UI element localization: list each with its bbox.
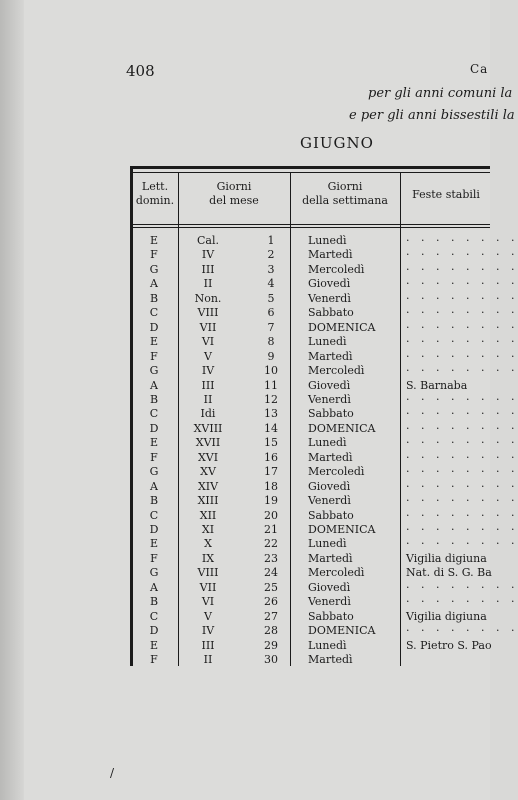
table-row [130, 580, 518, 596]
page-number: 408 [126, 62, 155, 80]
feast: · · · · · · · · [406, 436, 518, 450]
weekday: Mercoledì [308, 262, 365, 276]
feast: · · · · · · · · [406, 494, 518, 508]
table-row [130, 610, 490, 625]
dominical-letter: B [149, 291, 159, 305]
roman-date: VI [201, 335, 215, 349]
table-row [130, 306, 518, 321]
day-number: 30 [264, 653, 278, 667]
roman-date: Idi [200, 407, 216, 421]
running-head: Ca [470, 62, 489, 76]
roman-date: VIII [197, 306, 219, 320]
day-number: 9 [267, 349, 275, 363]
feast: · · · · · · · · [406, 291, 518, 305]
feast: S. Pietro S. Pao [406, 638, 492, 652]
roman-date: III [201, 638, 215, 652]
dominical-letter: G [149, 566, 159, 580]
weekday: Sabbato [308, 407, 354, 421]
roman-date: XIV [197, 479, 219, 493]
roman-date: VII [199, 320, 217, 334]
weekday: Mercoledì [308, 465, 365, 479]
weekday: Giovedì [308, 277, 351, 291]
weekday: Lunedì [308, 638, 347, 652]
roman-date: IV [201, 248, 215, 262]
roman-date: IV [201, 624, 215, 638]
day-number: 29 [264, 638, 278, 652]
roman-date: XV [200, 465, 216, 479]
weekday: Lunedì [308, 537, 347, 551]
day-number: 26 [264, 595, 278, 609]
roman-date: II [203, 277, 213, 291]
day-number: 20 [264, 508, 278, 522]
roman-date: VI [201, 595, 215, 609]
day-number: 22 [264, 537, 278, 551]
roman-date: IX [201, 551, 215, 565]
header-rule-thin [130, 227, 490, 228]
weekday: Venerdì [308, 595, 351, 609]
weekday: DOMENICA [308, 421, 376, 435]
day-number: 2 [267, 248, 275, 262]
day-number: 18 [264, 479, 278, 493]
day-number: 7 [267, 320, 275, 334]
day-number: 3 [267, 262, 275, 276]
day-number: 10 [264, 364, 278, 378]
table-row [130, 566, 490, 581]
table-row [130, 523, 518, 538]
table-row [130, 277, 518, 292]
weekday: Lunedì [308, 436, 347, 450]
dominical-letter: E [149, 537, 159, 551]
roman-date: III [201, 262, 215, 276]
dominical-letter: G [149, 465, 159, 479]
feast: S. Barnaba [406, 378, 468, 392]
day-number: 25 [264, 580, 278, 594]
roman-date: Non. [194, 291, 222, 305]
weekday: Mercoledì [308, 364, 365, 378]
header-weekday: Giorni della settimana [302, 180, 388, 207]
table-row [130, 639, 490, 654]
table-row [130, 436, 518, 451]
weekday: Martedì [308, 248, 353, 262]
weekday: Giovedì [308, 479, 351, 493]
header-day-of-month: Giorni del mese [209, 180, 259, 207]
weekday: DOMENICA [308, 320, 376, 334]
dominical-letter: E [149, 335, 159, 349]
weekday: Lunedì [308, 335, 347, 349]
table-top-rule-thin [130, 172, 490, 173]
dominical-letter: A [150, 479, 158, 493]
day-number: 27 [264, 609, 278, 623]
table-row [130, 234, 518, 249]
feast: · · · · · · · · [406, 349, 518, 363]
header-feasts: Feste stabili [412, 188, 480, 201]
table-row [130, 624, 518, 639]
table-top-rule [130, 166, 490, 169]
day-number: 23 [264, 551, 278, 565]
roman-date: XI [201, 523, 215, 536]
weekday: Lunedì [308, 234, 347, 247]
weekday: Venerdì [308, 494, 351, 508]
page-gutter-shadow [0, 0, 24, 800]
dominical-letter: C [149, 609, 159, 623]
feast: · · · · · · · · [406, 392, 518, 406]
roman-date: XVIII [193, 421, 223, 435]
day-number: 1 [267, 234, 275, 247]
day-number: 24 [264, 566, 278, 580]
weekday: Giovedì [308, 580, 351, 594]
feast: · · · · · · · · [406, 306, 518, 320]
dominical-letter: G [149, 364, 159, 378]
dominical-letter: A [150, 580, 158, 594]
table-row [130, 595, 518, 610]
dominical-letter: E [149, 638, 159, 652]
table-row [130, 262, 518, 278]
weekday: Martedì [308, 450, 353, 464]
feast: · · · · · · · · [406, 277, 518, 291]
roman-date: II [203, 653, 213, 667]
table-row [130, 364, 518, 379]
dominical-letter: C [149, 508, 159, 522]
roman-date: V [204, 349, 212, 363]
dominical-letter: E [149, 436, 159, 450]
roman-date: XIII [197, 494, 219, 508]
roman-date: III [201, 378, 215, 392]
day-number: 28 [264, 624, 278, 638]
feast: · · · · · · · · [406, 479, 518, 493]
table-row [130, 407, 518, 422]
day-number: 8 [267, 335, 275, 349]
day-number: 5 [267, 291, 275, 305]
table-row [130, 335, 518, 350]
feast: · · · · · · · · [406, 421, 518, 435]
feast: · · · · · · · · [406, 595, 518, 609]
table-row [130, 479, 518, 495]
weekday: Venerdì [308, 291, 351, 305]
dominical-letter: D [149, 624, 159, 638]
feast: · · · · · · · · [406, 450, 518, 464]
day-number: 19 [264, 494, 278, 508]
weekday: DOMENICA [308, 624, 376, 638]
weekday: DOMENICA [308, 523, 376, 536]
subtitle-line-2: e per gli anni bissestili la [349, 108, 515, 123]
weekday: Venerdì [308, 392, 351, 406]
roman-date: X [204, 537, 212, 551]
dominical-letter: F [150, 349, 158, 363]
calendar-table [130, 166, 518, 667]
roman-date: V [204, 609, 212, 623]
feast: Nat. di S. G. Ba [406, 566, 492, 580]
day-number: 4 [267, 277, 275, 291]
roman-date: XVII [195, 436, 221, 450]
feast: · · · · · · · · [406, 508, 518, 522]
day-number: 17 [264, 465, 278, 479]
weekday: Sabbato [308, 609, 354, 623]
day-number: 15 [264, 436, 278, 450]
dominical-letter: F [150, 450, 158, 464]
dominical-letter: E [149, 234, 159, 247]
table-row [130, 465, 518, 480]
margin-mark: / [110, 766, 115, 780]
feast: · · · · · · · · [406, 234, 518, 247]
feast: · · · · · · · · [406, 537, 518, 551]
day-number: 13 [264, 407, 278, 421]
dominical-letter: F [150, 551, 158, 565]
table-row [130, 537, 518, 552]
feast: · · · · · · · · [406, 580, 518, 594]
dominical-letter: F [150, 653, 158, 667]
feast: · · · · · · · · [406, 248, 518, 262]
weekday: Martedì [308, 653, 353, 667]
weekday: Sabbato [308, 306, 354, 320]
roman-date: XII [199, 508, 217, 522]
day-number: 16 [264, 450, 278, 464]
table-row [130, 421, 518, 437]
day-number: 14 [264, 421, 278, 435]
roman-date: Cal. [197, 234, 219, 247]
dominical-letter: A [150, 378, 158, 392]
dominical-letter: B [149, 595, 159, 609]
dominical-letter: D [149, 421, 159, 435]
dominical-letter: G [149, 262, 159, 276]
day-number: 11 [264, 378, 278, 392]
table-row [130, 349, 518, 365]
table-row [130, 291, 518, 307]
roman-date: VIII [197, 566, 219, 580]
table-row [130, 248, 518, 263]
weekday: Giovedì [308, 378, 351, 392]
feast: · · · · · · · · [406, 523, 518, 536]
feast: Vigilia digiuna [406, 551, 487, 565]
table-row [130, 494, 518, 509]
day-number: 21 [264, 523, 278, 536]
feast: · · · · · · · · [406, 335, 518, 349]
feast: · · · · · · · · [406, 407, 518, 421]
day-number: 6 [267, 306, 275, 320]
table-row [130, 379, 490, 394]
dominical-letter: A [150, 277, 158, 291]
feast: · · · · · · · · [406, 624, 518, 638]
table-row [130, 320, 518, 336]
roman-date: II [203, 392, 213, 406]
weekday: Martedì [308, 349, 353, 363]
table-row [130, 392, 518, 408]
dominical-letter: B [149, 494, 159, 508]
weekday: Sabbato [308, 508, 354, 522]
dominical-letter: D [149, 523, 159, 536]
subtitle-line-1: per gli anni comuni la [368, 86, 513, 101]
dominical-letter: C [149, 407, 159, 421]
month-title: GIUGNO [300, 134, 374, 152]
weekday: Martedì [308, 551, 353, 565]
dominical-letter: D [149, 320, 159, 334]
header-rule [130, 224, 490, 225]
feast: Vigilia digiuna [406, 609, 487, 623]
header-letter: Lett. domin. [135, 180, 175, 207]
roman-date: XVI [197, 450, 219, 464]
table-row [130, 508, 518, 524]
feast: · · · · · · · · [406, 262, 518, 276]
table-row [130, 450, 518, 466]
dominical-letter: C [149, 306, 159, 320]
dominical-letter: F [150, 248, 158, 262]
dominical-letter: B [149, 392, 159, 406]
roman-date: VII [199, 580, 217, 594]
weekday: Mercoledì [308, 566, 365, 580]
feast: · · · · · · · · [406, 320, 518, 334]
day-number: 12 [264, 392, 278, 406]
roman-date: IV [201, 364, 215, 378]
table-row [130, 552, 490, 567]
feast: · · · · · · · · [406, 465, 518, 479]
feast: · · · · · · · · [406, 364, 518, 378]
table-row [130, 653, 490, 668]
